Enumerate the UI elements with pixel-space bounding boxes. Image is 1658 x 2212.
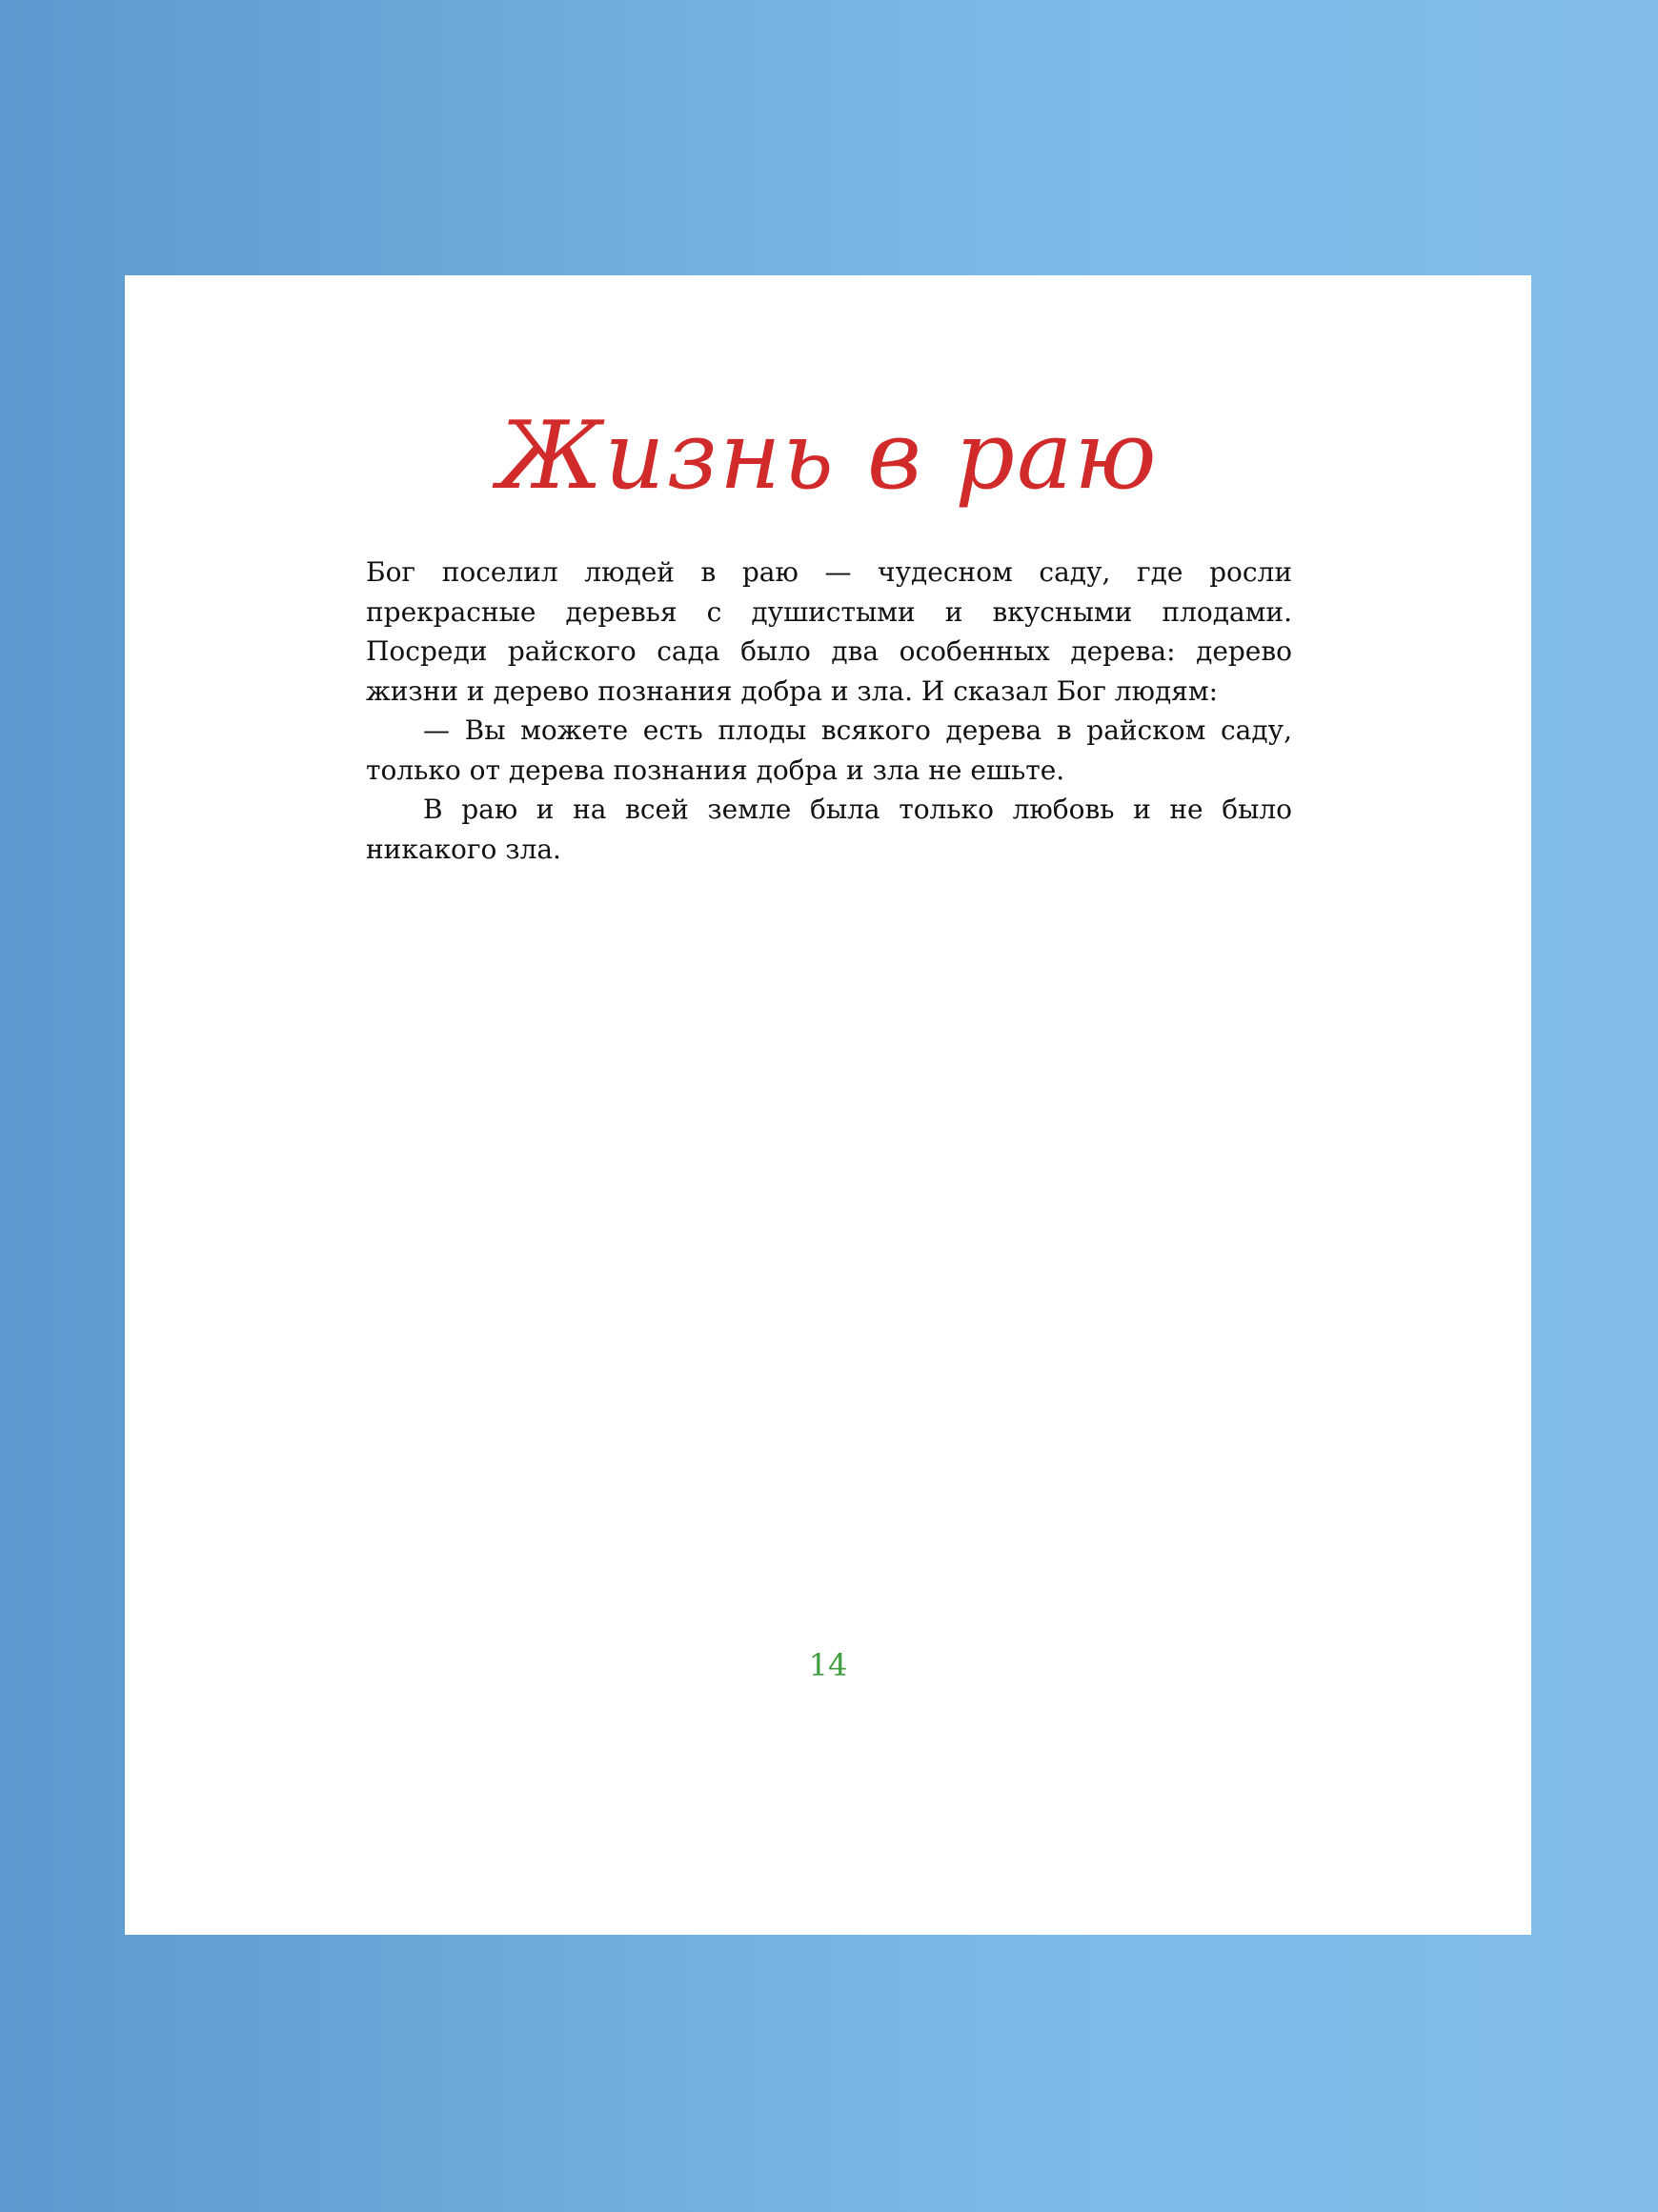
page-title: Жизнь в раю [497, 402, 1159, 511]
page-number: 14 [808, 1647, 848, 1683]
paragraph-paradise-love: В раю и на всей земле была только любовь и не было никакого зла. [366, 794, 1292, 865]
paragraph-god-speech: — Вы можете есть плоды всякого дерева в райском саду, только от дерева познания добра и зла не ешьте. [366, 714, 1292, 786]
book-page [125, 275, 1531, 1935]
body-text [366, 553, 1292, 869]
paragraph-intro: Бог поселил людей в раю — чудесном саду, где росли прекрасные деревья с душистыми и вкусными плодами. Посреди райского сада было два особенных дерева: дерево жизни и дерево познания добра и зла. И сказал Бог людям: [366, 556, 1292, 707]
